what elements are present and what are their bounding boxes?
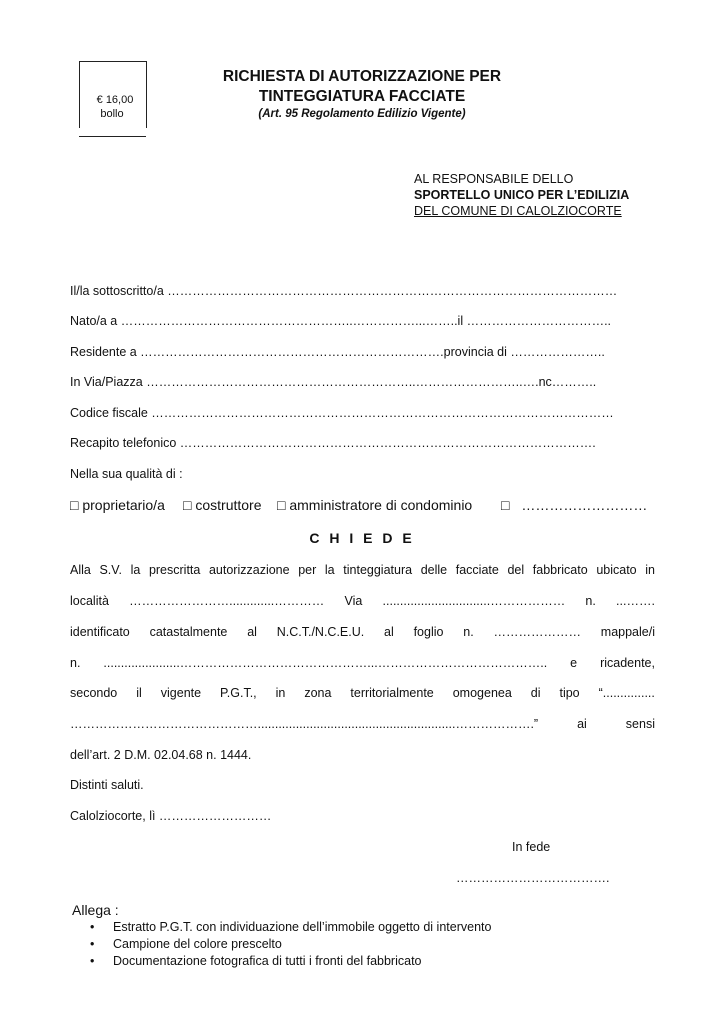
option-costruttore-label: costruttore: [195, 497, 262, 513]
body-word: foglio: [413, 625, 444, 639]
checkbox-icon[interactable]: □: [277, 497, 286, 513]
body-word: n.: [585, 594, 596, 608]
body-word: ......................………………………………………...…………………………………..: [103, 656, 548, 670]
option-proprietario-label: proprietario/a: [82, 497, 165, 513]
body-word: in: [275, 686, 286, 700]
attachment-label: Campione del colore prescelto: [113, 937, 282, 951]
body-word: fabbricato: [532, 563, 588, 577]
option-amministratore[interactable]: [277, 497, 472, 513]
body-line-2[interactable]: [70, 594, 655, 608]
place-date-field[interactable]: Calolziocorte, lì ………………………: [70, 809, 272, 823]
form-title-line1: RICHIESTA DI AUTORIZZAZIONE PER: [222, 68, 502, 85]
body-word: …………………….............…………: [129, 594, 325, 608]
bullet-icon: •: [90, 937, 95, 951]
field-codice-fiscale[interactable]: Codice fiscale …………………………………………………………………………………………………: [70, 406, 614, 420]
stamp-amount: € 16,00: [96, 94, 134, 106]
body-word: secondo: [70, 686, 118, 700]
field-via[interactable]: In Via/Piazza ………………………………………………………..……………………..….nc………..: [70, 375, 597, 389]
body-word: e: [570, 656, 578, 670]
bullet-icon: •: [90, 920, 95, 934]
body-word: mappale/i: [600, 625, 655, 639]
signature-line[interactable]: ……………………………….: [456, 871, 610, 885]
body-word: prescritta: [148, 563, 201, 577]
body-line-4[interactable]: [70, 656, 655, 670]
body-word: al: [247, 625, 257, 639]
field-sottoscritto[interactable]: Il/la sottoscritto/a ………………………………………………………………………………………………: [70, 284, 618, 298]
body-word: N.C.T./N.C.E.U.: [276, 625, 365, 639]
body-word: ...…….: [616, 594, 655, 608]
list-item: [90, 953, 491, 970]
body-word: facciate: [455, 563, 499, 577]
body-word: ……………………………………….........................................................……………….”: [70, 717, 539, 731]
qualita-label: Nella sua qualità di :: [70, 467, 183, 481]
recipient-line1: AL RESPONSABILE DELLO: [414, 172, 574, 186]
body-line-7: dell’art. 2 D.M. 02.04.68 n. 1444.: [70, 748, 252, 762]
checkbox-icon[interactable]: □: [183, 497, 192, 513]
body-word: Alla: [70, 563, 91, 577]
list-item: [90, 936, 491, 953]
body-word: in: [645, 563, 655, 577]
body-word: omogenea: [452, 686, 512, 700]
body-word: del: [507, 563, 525, 577]
form-title-line2: TINTEGGIATURA FACCIATE: [258, 88, 466, 105]
body-word: tipo: [559, 686, 580, 700]
body-word: sensi: [625, 717, 655, 731]
attachments-list: [90, 919, 491, 970]
body-word: S.V.: [99, 563, 122, 577]
option-costruttore[interactable]: [183, 497, 262, 513]
body-word: vigente: [160, 686, 202, 700]
checkbox-icon[interactable]: □: [501, 497, 510, 513]
body-word: identificato: [70, 625, 130, 639]
recipient-line2: SPORTELLO UNICO PER L’EDILIZIA: [414, 188, 630, 202]
body-word: “...............: [598, 686, 655, 700]
attachment-label: Estratto P.G.T. con individuazione dell’immobile oggetto di intervento: [113, 920, 492, 934]
body-word: il: [136, 686, 142, 700]
chiede-heading: C H I E D E: [309, 530, 415, 546]
body-word: territorialmente: [350, 686, 434, 700]
body-word: tinteggiatura: [343, 563, 413, 577]
body-word: ricadente,: [600, 656, 655, 670]
attachment-label: Documentazione fotografica di tutti i fronti del fabbricato: [113, 954, 422, 968]
option-proprietario[interactable]: [70, 497, 165, 513]
body-line-3[interactable]: [70, 625, 655, 639]
body-word: delle: [420, 563, 448, 577]
recipient-line3: DEL COMUNE DI CALOLZIOCORTE: [414, 204, 622, 218]
stamp-label: bollo: [100, 108, 124, 120]
body-word: località: [70, 594, 109, 608]
body-word: autorizzazione: [208, 563, 290, 577]
body-word: ...............................………………: [382, 594, 566, 608]
body-word: catastalmente: [149, 625, 228, 639]
body-word: n.: [463, 625, 474, 639]
field-recapito[interactable]: Recapito telefonico ……………………………………………………………………………………….: [70, 436, 596, 450]
body-word: …………………: [493, 625, 581, 639]
body-word: di: [530, 686, 541, 700]
body-word: ubicato: [596, 563, 637, 577]
body-word: al: [384, 625, 394, 639]
body-word: n.: [70, 656, 81, 670]
checkbox-icon[interactable]: □: [70, 497, 79, 513]
bullet-icon: •: [90, 954, 95, 968]
body-word: la: [324, 563, 335, 577]
field-residente[interactable]: Residente a ……………………………………………………………….provincia di …………………..: [70, 345, 605, 359]
attachments-title: Allega :: [72, 902, 119, 918]
signature-label: In fede: [512, 840, 551, 854]
field-nato[interactable]: Nato/a a ………………………………………………..……………...……..il ……………………………..: [70, 314, 612, 328]
form-subtitle: (Art. 95 Regolamento Edilizio Vigente): [258, 108, 466, 120]
list-item: [90, 919, 491, 936]
option-altro[interactable]: [501, 497, 647, 513]
closing-saluti: Distinti saluti.: [70, 778, 144, 792]
body-word: per: [298, 563, 317, 577]
body-line-5[interactable]: [70, 686, 655, 700]
body-word: la: [130, 563, 141, 577]
body-word: zona: [304, 686, 332, 700]
body-line-1: [70, 563, 655, 577]
stamp-underline: [79, 136, 146, 137]
body-word: ai: [577, 717, 587, 731]
option-amministratore-label: amministratore di condominio: [289, 497, 473, 513]
option-altro-field[interactable]: ………………………: [521, 497, 648, 513]
body-line-6[interactable]: [70, 717, 655, 731]
body-word: Via: [344, 594, 363, 608]
body-word: P.G.T.,: [220, 686, 257, 700]
